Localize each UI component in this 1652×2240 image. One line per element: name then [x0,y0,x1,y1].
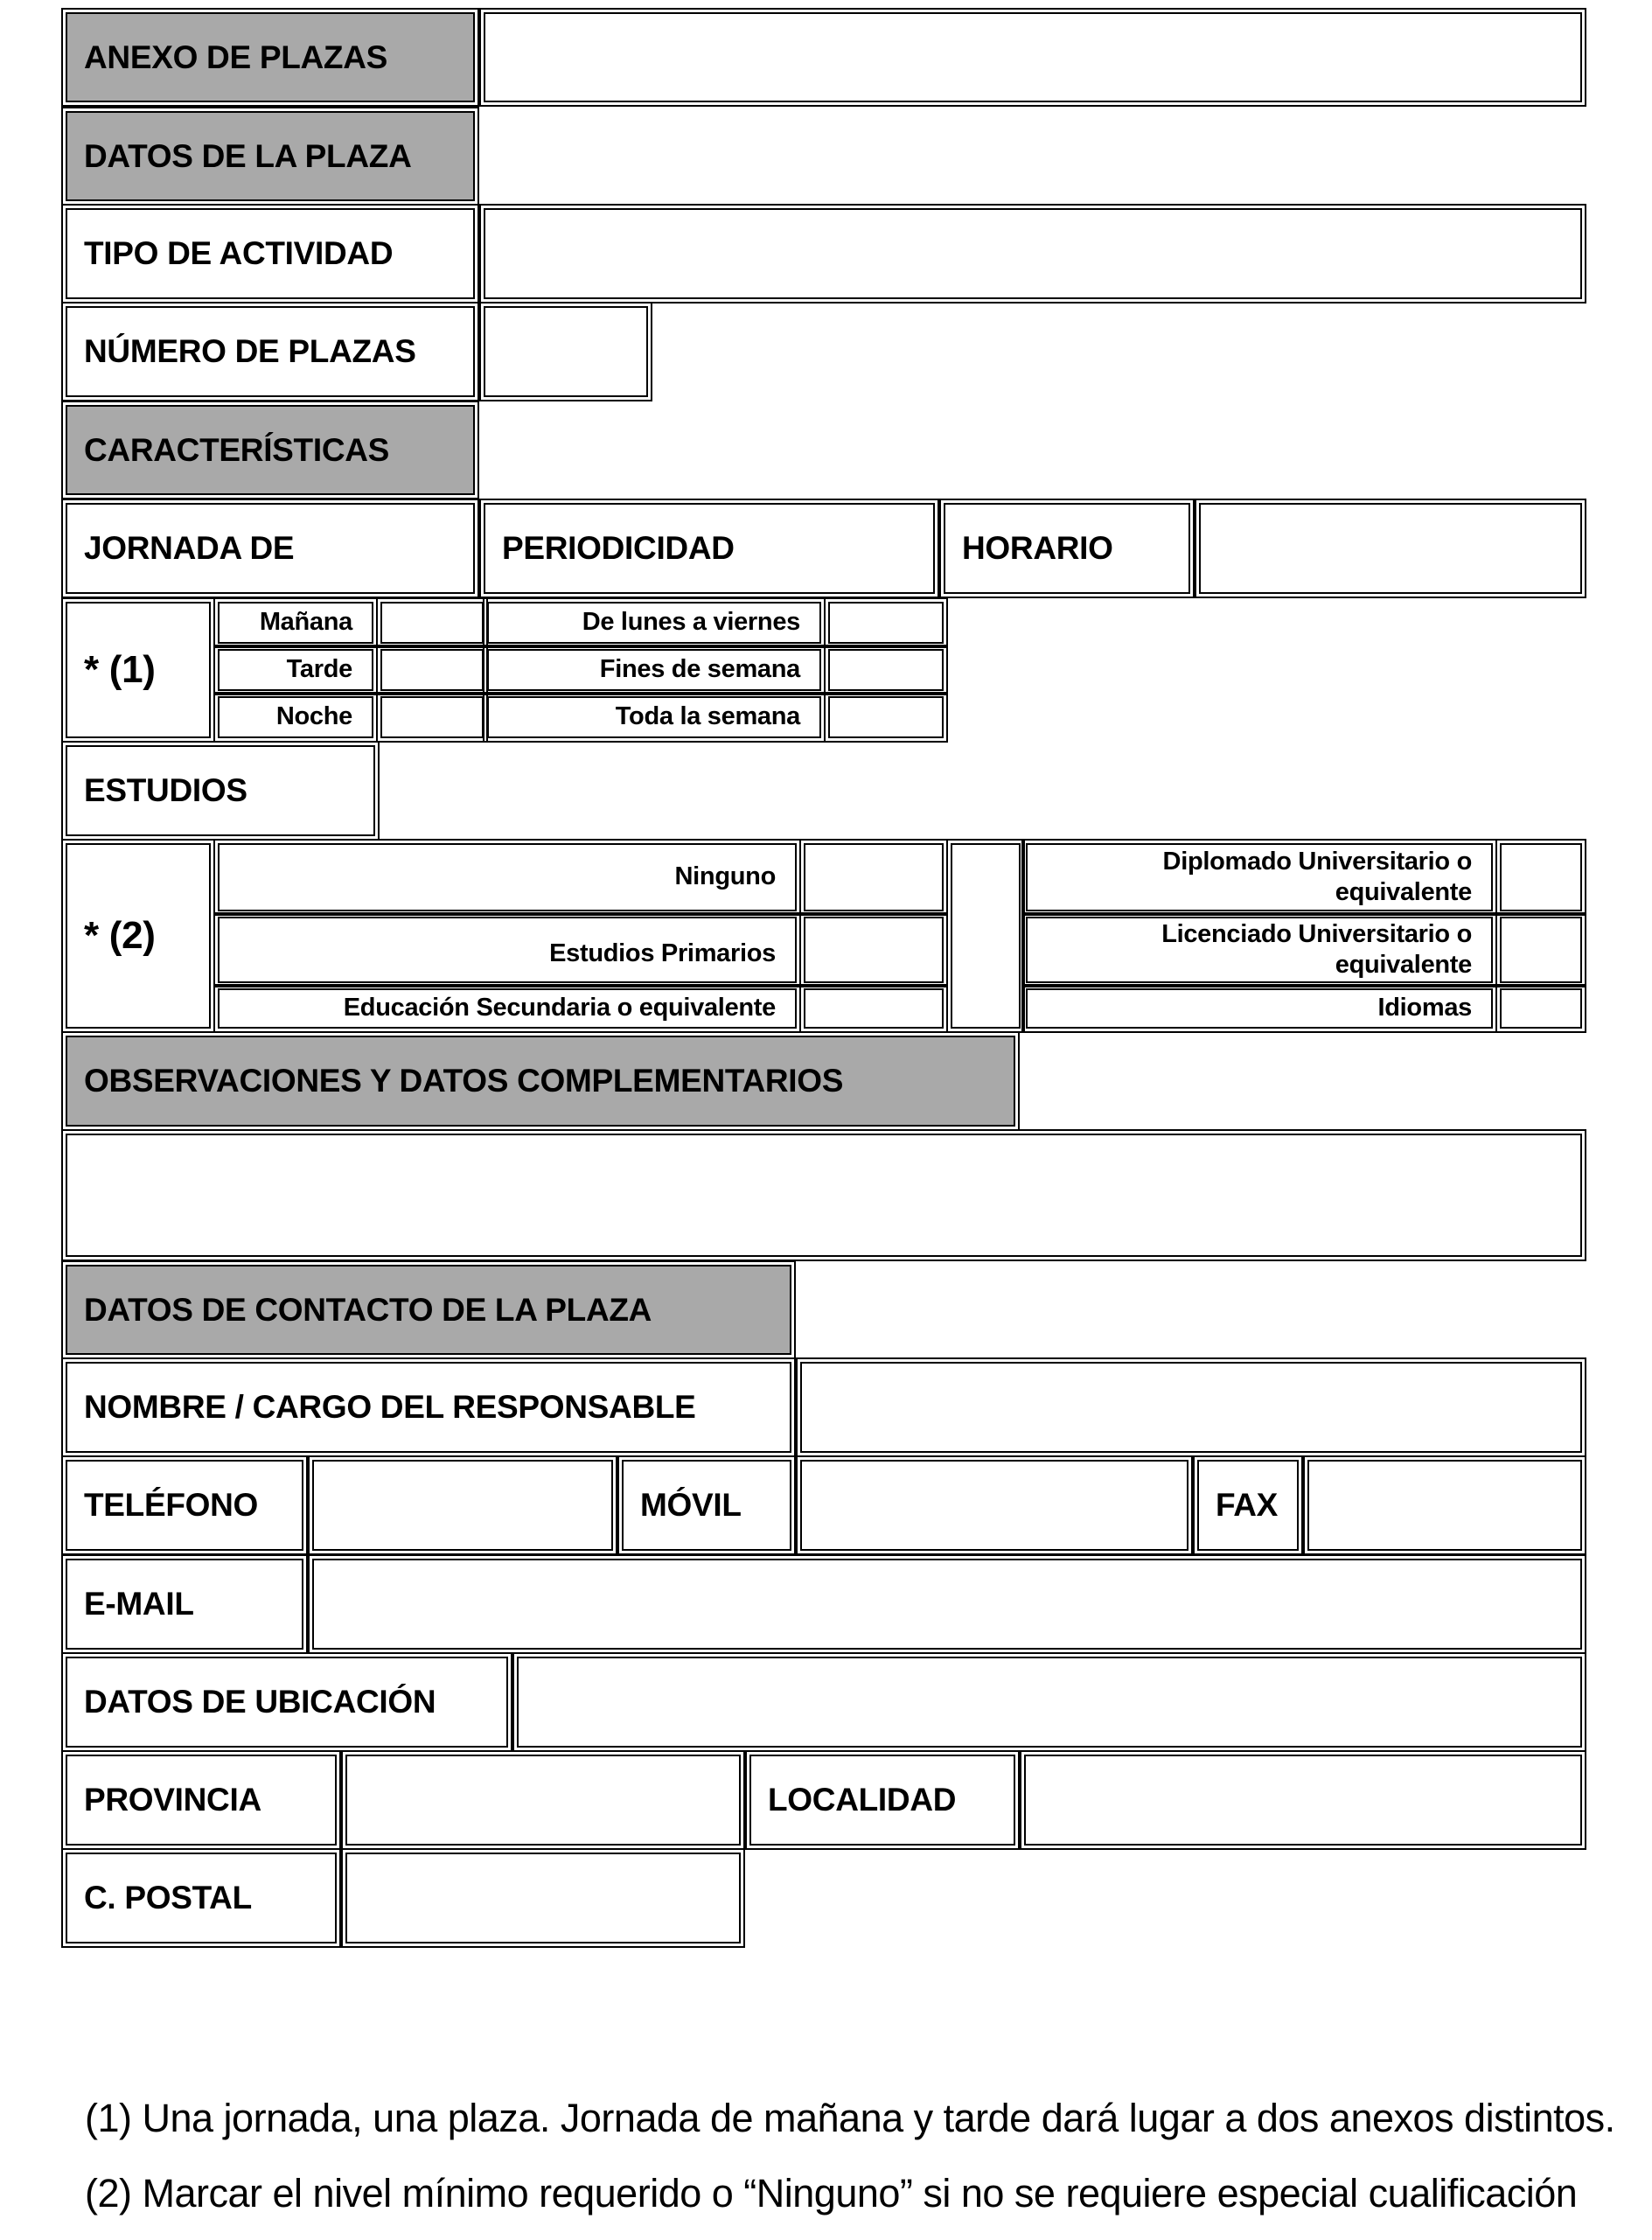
estudios-primarios-checkbox[interactable] [804,917,944,983]
caracteristicas-header: CARACTERÍSTICAS [66,405,475,495]
horario-field[interactable] [1199,503,1582,594]
fines-semana-checkbox[interactable] [828,649,944,691]
contacto-header: DATOS DE CONTACTO DE LA PLAZA [66,1265,791,1355]
estudios-option-label: Licenciado Universitario o equivalente [1026,917,1493,983]
lunes-viernes-checkbox[interactable] [828,602,944,644]
email-field[interactable] [312,1559,1582,1650]
cpostal-field[interactable] [345,1853,741,1943]
note-1-marker: * (1) [66,602,211,738]
anexo-value-field[interactable] [484,12,1582,102]
cpostal-label: C. POSTAL [66,1853,337,1943]
numero-plazas-label: NÚMERO DE PLAZAS [66,306,475,397]
periodicidad-label: PERIODICIDAD [484,503,935,594]
noche-checkbox[interactable] [380,696,484,738]
tarde-checkbox[interactable] [380,649,484,691]
localidad-field[interactable] [1024,1755,1582,1846]
periodicidad-option-label: De lunes a viernes [487,602,821,644]
jornada-label: JORNADA DE [66,503,475,594]
secundaria-checkbox[interactable] [804,988,944,1029]
movil-label: MÓVIL [622,1460,791,1551]
footnote-1: (1) Una jornada, una plaza. Jornada de mañana y tarde dará lugar a dos anexos distintos. [85,2096,1615,2140]
nombre-cargo-label: NOMBRE / CARGO DEL RESPONSABLE [66,1362,791,1453]
note-2-marker: * (2) [66,843,211,1029]
manana-checkbox[interactable] [380,602,484,644]
periodicidad-option-label: Fines de semana [487,649,821,691]
estudios-spacer [951,843,1021,1029]
tipo-actividad-field[interactable] [484,208,1582,299]
estudios-label: ESTUDIOS [66,745,375,836]
nombre-cargo-field[interactable] [800,1362,1582,1453]
observaciones-header: OBSERVACIONES Y DATOS COMPLEMENTARIOS [66,1036,1015,1127]
observaciones-textarea[interactable] [66,1134,1582,1257]
estudios-option-label: Idiomas [1026,988,1493,1029]
ubicacion-field[interactable] [517,1657,1582,1748]
anexo-title: ANEXO DE PLAZAS [66,12,475,102]
tipo-actividad-label: TIPO DE ACTIVIDAD [66,208,475,299]
jornada-option-label: Noche [218,696,373,738]
ninguno-checkbox[interactable] [804,843,944,911]
ubicacion-label: DATOS DE UBICACIÓN [66,1657,508,1748]
estudios-option-label: Educación Secundaria o equivalente [218,988,797,1029]
toda-semana-checkbox[interactable] [828,696,944,738]
provincia-label: PROVINCIA [66,1755,337,1846]
telefono-label: TELÉFONO [66,1460,303,1551]
fax-label: FAX [1197,1460,1299,1551]
estudios-option-label: Diplomado Universitario o equivalente [1026,843,1493,911]
diplomado-checkbox[interactable] [1500,843,1582,911]
periodicidad-option-label: Toda la semana [487,696,821,738]
localidad-label: LOCALIDAD [749,1755,1015,1846]
provincia-field[interactable] [345,1755,741,1846]
horario-label: HORARIO [944,503,1190,594]
numero-plazas-field[interactable] [484,306,648,397]
estudios-option-label: Estudios Primarios [218,917,797,983]
email-label: E-MAIL [66,1559,303,1650]
footnote-2: (2) Marcar el nivel mínimo requerido o “Ninguno” si no se requiere especial cualificación [85,2171,1578,2216]
jornada-option-label: Mañana [218,602,373,644]
telefono-field[interactable] [312,1460,613,1551]
jornada-option-label: Tarde [218,649,373,691]
idiomas-checkbox[interactable] [1500,988,1582,1029]
fax-field[interactable] [1307,1460,1582,1551]
datos-plaza-header: DATOS DE LA PLAZA [66,111,475,201]
licenciado-checkbox[interactable] [1500,917,1582,983]
estudios-option-label: Ninguno [218,843,797,911]
movil-field[interactable] [800,1460,1188,1551]
